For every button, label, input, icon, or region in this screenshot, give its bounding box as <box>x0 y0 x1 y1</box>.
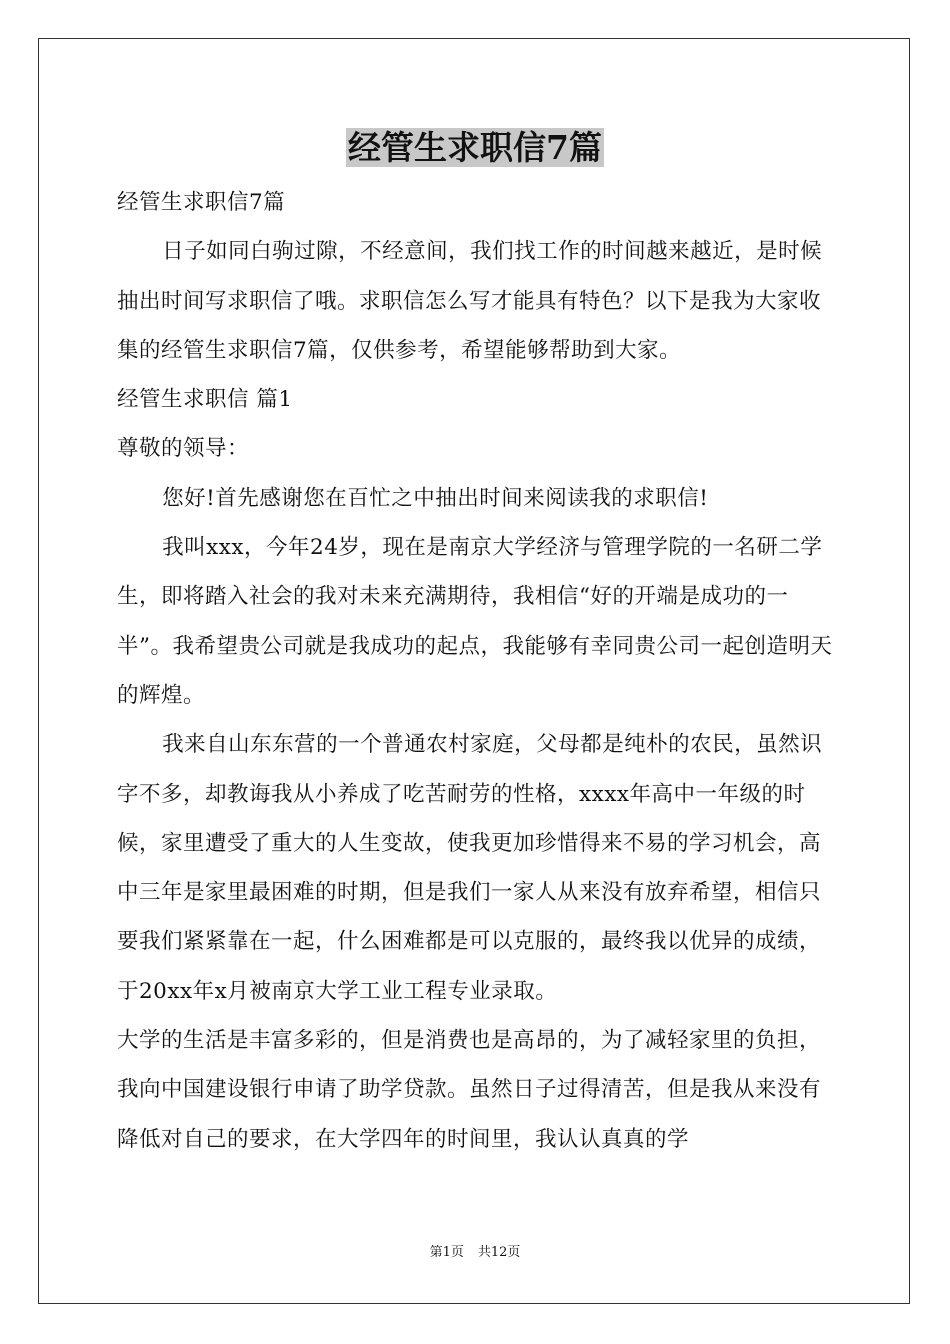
document-title <box>0 126 950 170</box>
self-intro-paragraph: 我叫xxx，今年24岁，现在是南京大学经济与管理学院的一名研二学生，即将踏入社会的我对未来充满期待，我相信“好的开端是成功的一半”。我希望贵公司就是我成功的起点，我能够有幸同贵公司一起创造明天的辉煌。 <box>117 535 833 708</box>
college-paragraph: 大学的生活是丰富多彩的，但是消费也是高昂的，为了减轻家里的负担，我向中国建设银行申请了助学贷款。虽然日子过得清苦，但是我从来没有降低对自己的要求，在大学四年的时间里，我认认真真的学 <box>117 1028 822 1152</box>
document-subtitle: 经管生求职信7篇 <box>117 190 286 215</box>
greeting-paragraph: 您好!首先感谢您在百忙之中抽出时间来阅读我的求职信! <box>162 485 709 511</box>
section-heading: 经管生求职信 篇1 <box>117 387 293 413</box>
background-paragraph: 我来自山东东营的一个普通农村家庭，父母都是纯朴的农民，虽然识字不多，却教诲我从小养成了吃苦耐劳的性格，xxxx年高中一年级的时候，家里遭受了重大的人生变故，使我更加珍惜得来不易的学习机会，高中三年是家里最困难的时期，但是我们一家人从来没有放弃希望，相信只要我们紧紧靠在一起，什么困难都是可以克服的，最终我以优异的成绩，于20xx年x月被南京大学工业工程专业录取。 <box>117 732 823 1004</box>
salutation: 尊敬的领导： <box>117 436 250 462</box>
page-footer <box>0 1244 950 1262</box>
intro-paragraph: 日子如同白驹过隙，不经意间，我们找工作的时间越来越近，是时候抽出时间写求职信了哦。求职信怎么写才能具有特色？以下是我为大家收集的经管生求职信7篇，仅供参考，希望能够帮助到大家。 <box>117 239 823 363</box>
page-number: 第1页 <box>429 1245 464 1260</box>
document-title-text: 经管生求职信7篇 <box>348 128 602 167</box>
page-total: 共12页 <box>477 1245 521 1260</box>
document-body <box>117 178 837 1164</box>
